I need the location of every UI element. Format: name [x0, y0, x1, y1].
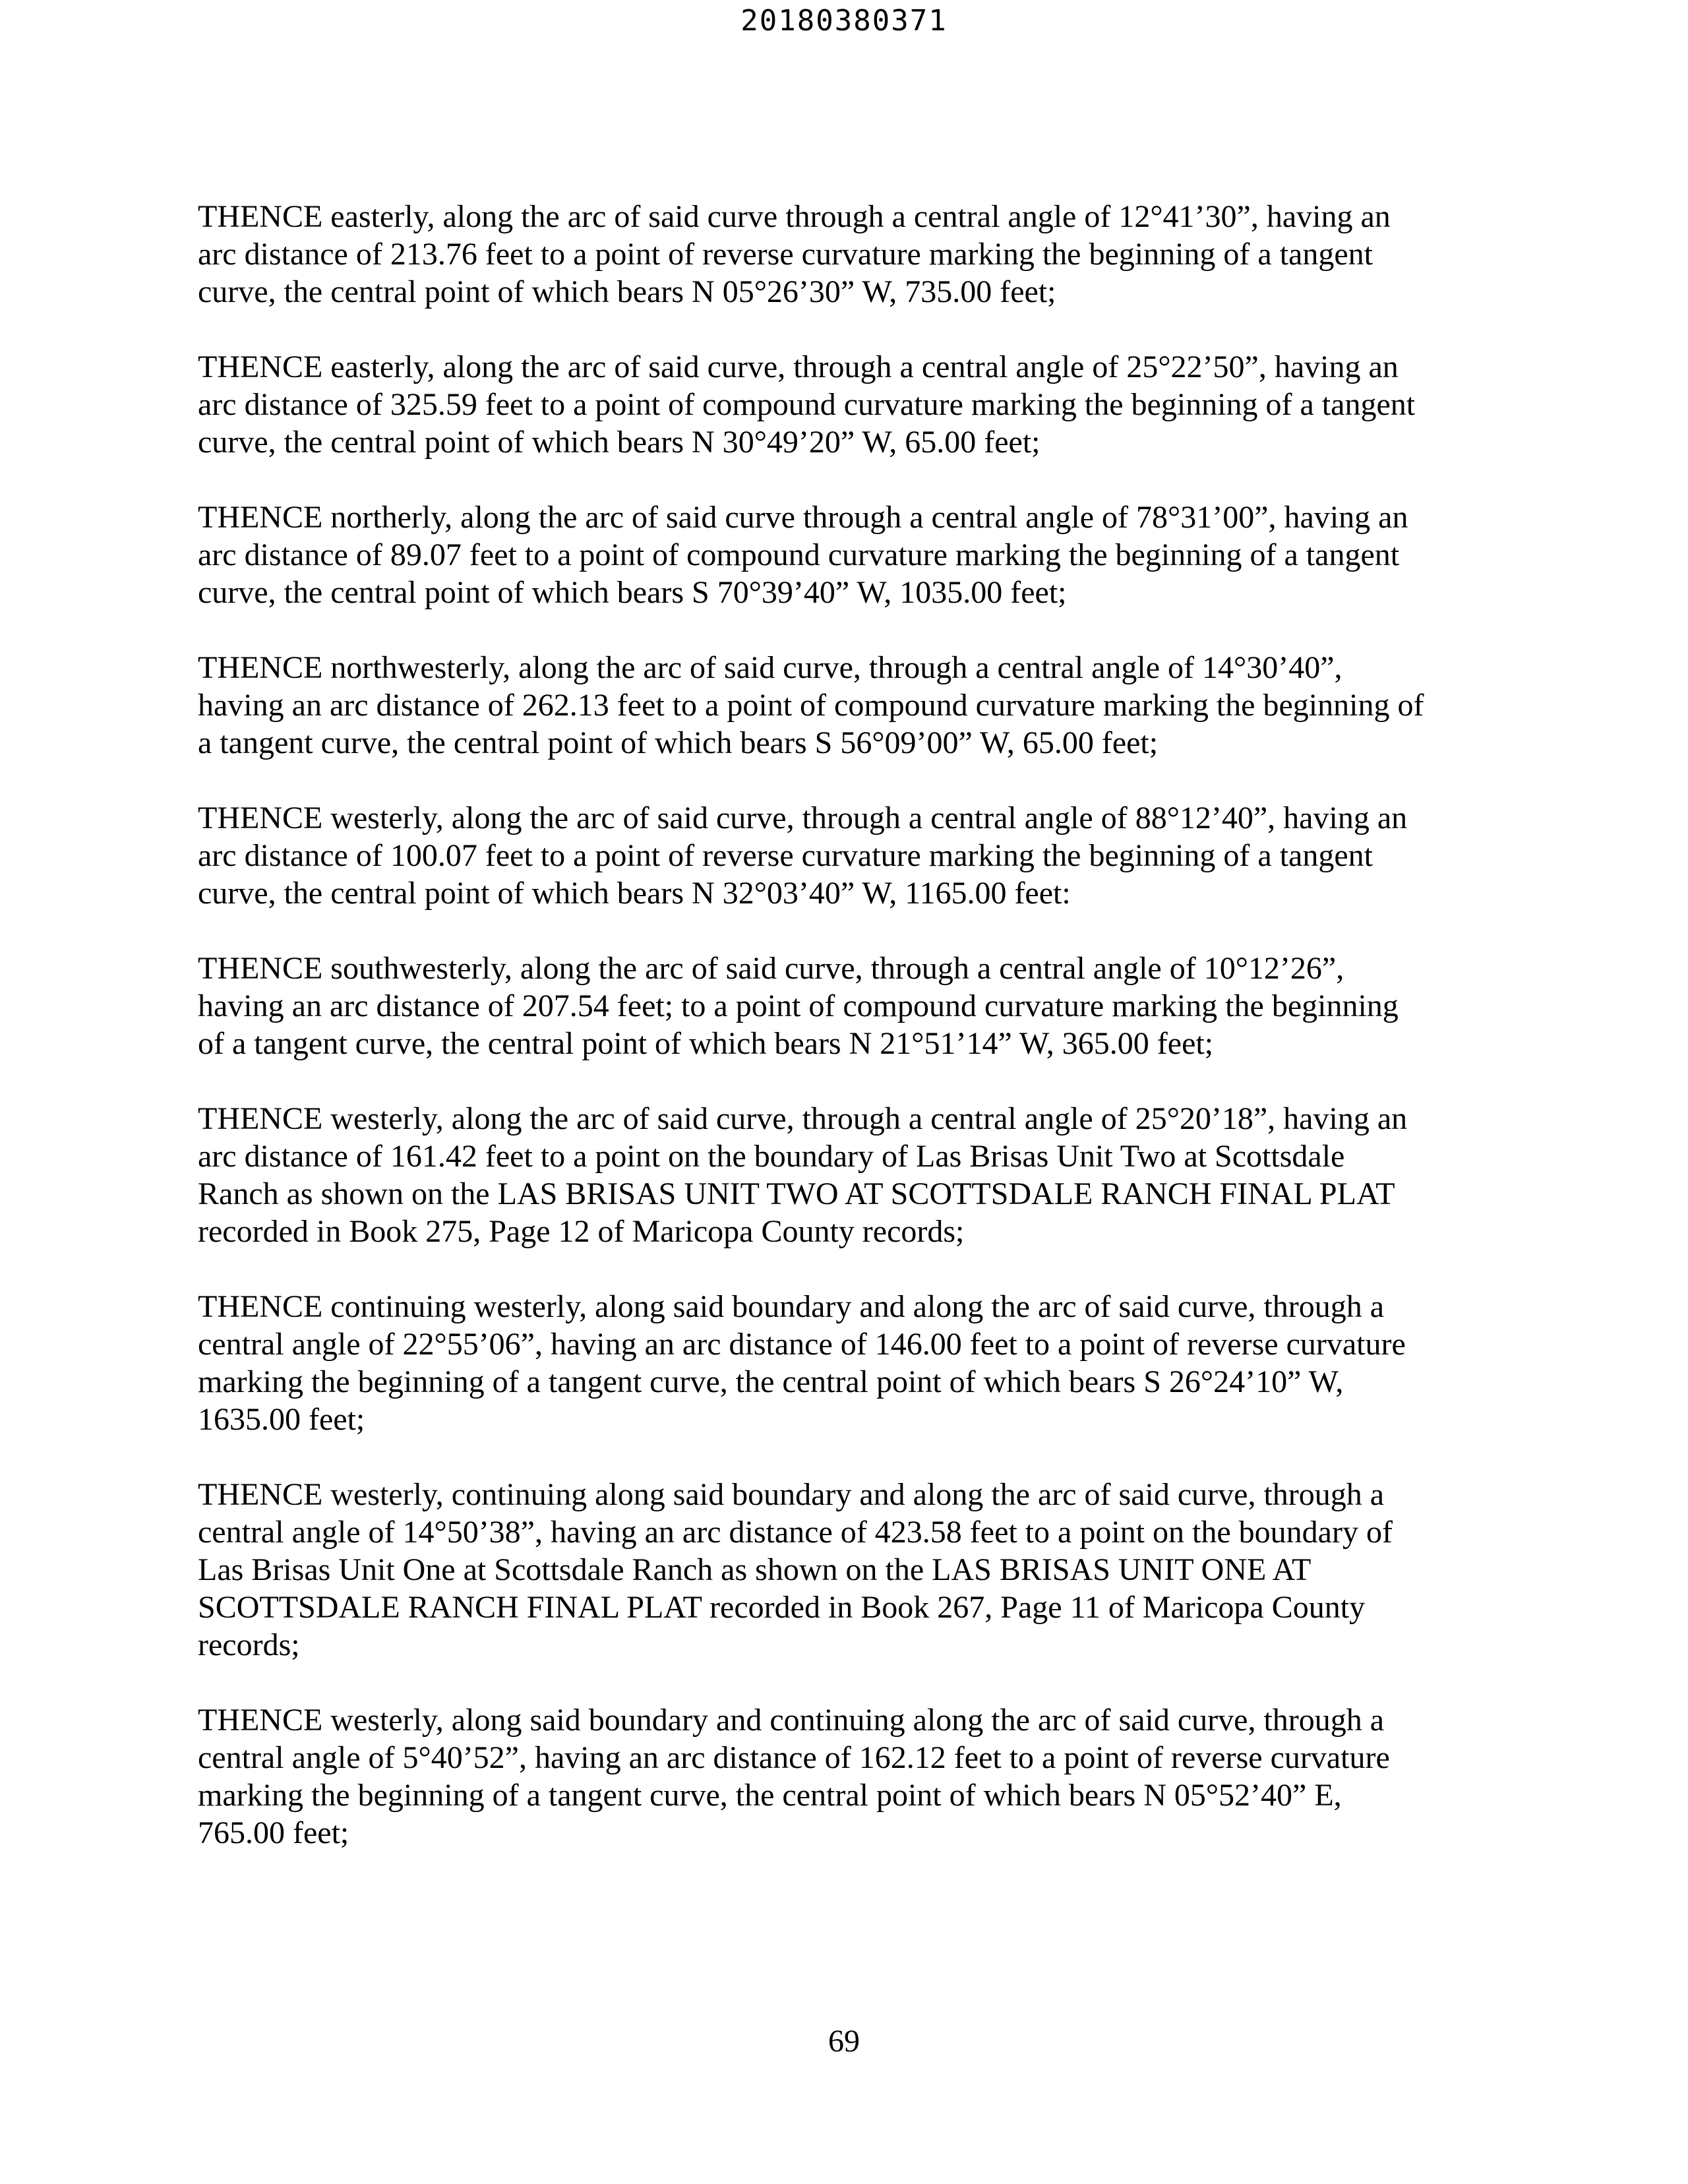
- paragraph: [198, 950, 1484, 1062]
- text-line: THENCE westerly, continuing along said boundary and along the arc of said curve, through a: [198, 1477, 1385, 1512]
- text-line: central angle of 5°40’52”, having an arc distance of 162.12 feet to a point of reverse curvature: [198, 1740, 1390, 1775]
- text-line: arc distance of 100.07 feet to a point of reverse curvature marking the beginning of a tangent: [198, 838, 1373, 873]
- text-line: SCOTTSDALE RANCH FINAL PLAT recorded in Book 267, Page 11 of Maricopa County: [198, 1590, 1366, 1625]
- paragraph: [198, 198, 1484, 311]
- text-line: central angle of 22°55’06”, having an arc distance of 146.00 feet to a point of reverse curvature: [198, 1327, 1406, 1362]
- text-line: Ranch as shown on the LAS BRISAS UNIT TWO AT SCOTTSDALE RANCH FINAL PLAT: [198, 1176, 1395, 1211]
- text-line: arc distance of 325.59 feet to a point of compound curvature marking the beginning of a tangent: [198, 387, 1416, 422]
- text-line: arc distance of 89.07 feet to a point of compound curvature marking the beginning of a tangent: [198, 537, 1400, 572]
- document-number: 20180380371: [740, 4, 948, 38]
- text-line: THENCE westerly, along the arc of said curve, through a central angle of 25°20’18”, having an: [198, 1101, 1408, 1136]
- paragraph: [198, 799, 1484, 912]
- text-line: curve, the central point of which bears N 30°49’20” W, 65.00 feet;: [198, 425, 1040, 460]
- legal-description-body: [198, 198, 1484, 1889]
- paragraph: [198, 499, 1484, 611]
- text-line: THENCE northwesterly, along the arc of said curve, through a central angle of 14°30’40”,: [198, 650, 1342, 685]
- text-line: of a tangent curve, the central point of which bears N 21°51’14” W, 365.00 feet;: [198, 1026, 1214, 1061]
- text-line: THENCE continuing westerly, along said boundary and along the arc of said curve, through a: [198, 1289, 1385, 1324]
- paragraph: [198, 1476, 1484, 1664]
- page-number: 69: [828, 2024, 860, 2059]
- text-line: THENCE southwesterly, along the arc of said curve, through a central angle of 10°12’26”,: [198, 951, 1344, 986]
- text-line: marking the beginning of a tangent curve, the central point of which bears N 05°52’40” E,: [198, 1778, 1342, 1813]
- text-line: marking the beginning of a tangent curve, the central point of which bears S 26°24’10” W,: [198, 1364, 1344, 1399]
- text-line: THENCE westerly, along the arc of said curve, through a central angle of 88°12’40”, having an: [198, 801, 1408, 835]
- text-line: central angle of 14°50’38”, having an arc distance of 423.58 feet to a point on the boundary of: [198, 1515, 1393, 1550]
- text-line: arc distance of 213.76 feet to a point of reverse curvature marking the beginning of a tangent: [198, 237, 1373, 272]
- paragraph: [198, 1701, 1484, 1852]
- text-line: curve, the central point of which bears N 05°26’30” W, 735.00 feet;: [198, 274, 1056, 309]
- paragraph: [198, 649, 1484, 762]
- text-line: curve, the central point of which bears S 70°39’40” W, 1035.00 feet;: [198, 575, 1067, 610]
- paragraph: [198, 348, 1484, 461]
- text-line: curve, the central point of which bears N 32°03’40” W, 1165.00 feet:: [198, 876, 1071, 911]
- text-line: having an arc distance of 262.13 feet to a point of compound curvature marking the beginning of: [198, 688, 1424, 723]
- text-line: records;: [198, 1627, 300, 1662]
- text-line: Las Brisas Unit One at Scottsdale Ranch as shown on the LAS BRISAS UNIT ONE AT: [198, 1552, 1311, 1587]
- paragraph: [198, 1288, 1484, 1438]
- text-line: arc distance of 161.42 feet to a point on the boundary of Las Brisas Unit Two at Scottsdale: [198, 1139, 1345, 1174]
- text-line: having an arc distance of 207.54 feet; to a point of compound curvature marking the beginning: [198, 988, 1399, 1023]
- text-line: THENCE easterly, along the arc of said curve, through a central angle of 25°22’50”, having an: [198, 349, 1399, 384]
- paragraph: [198, 1100, 1484, 1250]
- text-line: 1635.00 feet;: [198, 1402, 365, 1437]
- text-line: recorded in Book 275, Page 12 of Maricopa County records;: [198, 1214, 965, 1249]
- text-line: 765.00 feet;: [198, 1815, 349, 1850]
- text-line: THENCE westerly, along said boundary and continuing along the arc of said curve, through a: [198, 1703, 1385, 1738]
- text-line: THENCE northerly, along the arc of said curve through a central angle of 78°31’00”, having an: [198, 500, 1408, 535]
- text-line: a tangent curve, the central point of which bears S 56°09’00” W, 65.00 feet;: [198, 725, 1159, 760]
- text-line: THENCE easterly, along the arc of said curve through a central angle of 12°41’30”, having an: [198, 199, 1391, 234]
